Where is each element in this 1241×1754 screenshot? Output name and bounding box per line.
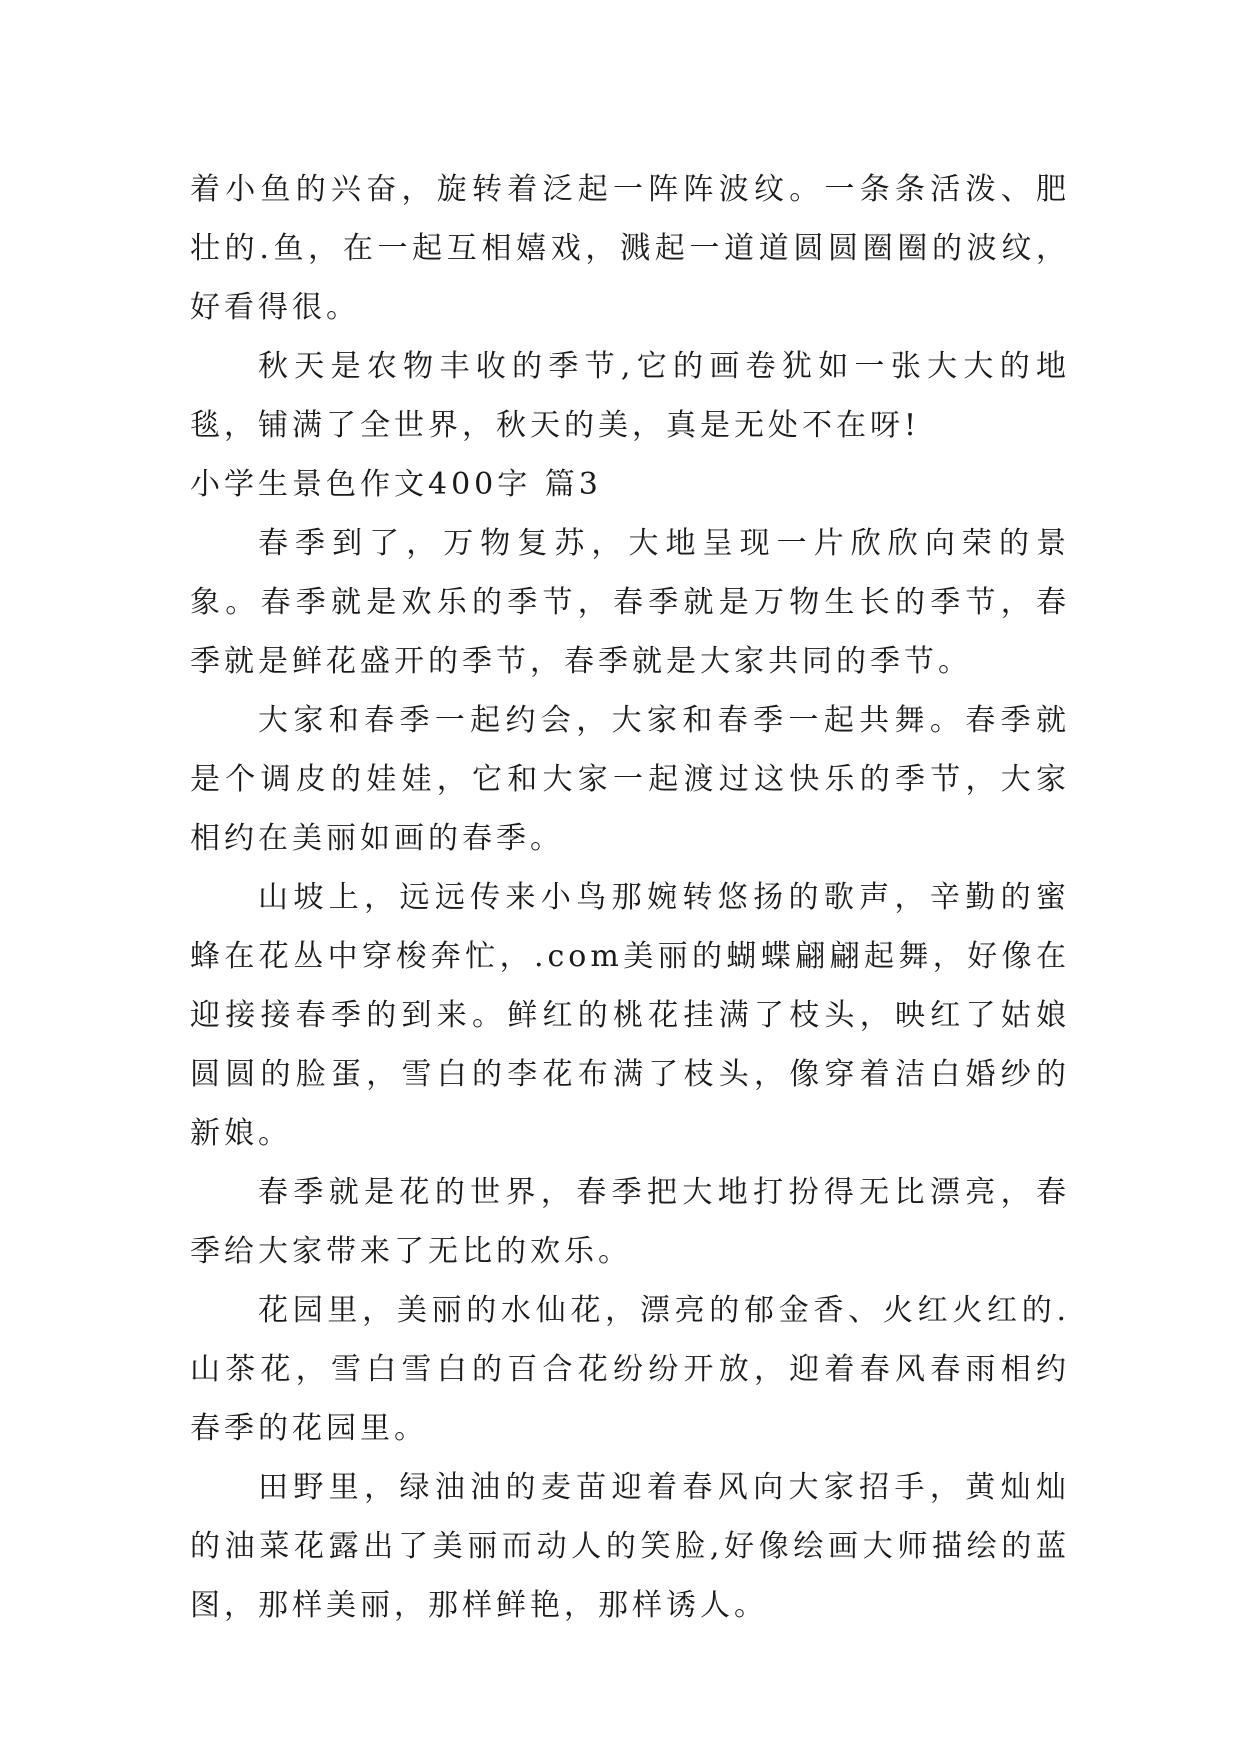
document-body <box>190 160 1070 1635</box>
paragraph-6: 田野里，绿油油的麦苗迎着春风向大家招手，黄灿灿的油菜花露出了美丽而动人的笑脸,好像绘画大师描绘的蓝图，那样美丽，那样鲜艳，那样诱人。 <box>190 1470 1070 1623</box>
paragraph-5: 花园里，美丽的水仙花，漂亮的郁金香、火红火红的.山茶花，雪白雪白的百合花纷纷开放，迎着春风春雨相约春季的花园里。 <box>190 1293 1070 1446</box>
section-heading: 小学生景色作文400字 篇3 <box>190 467 602 502</box>
closing-paragraph: 秋天是农物丰收的季节,它的画卷犹如一张大大的地毯，铺满了全世界，秋天的美，真是无处不在呀! <box>190 349 1070 443</box>
continued-paragraph: 着小鱼的兴奋，旋转着泛起一阵阵波纹。一条条活泼、肥壮的.鱼，在一起互相嬉戏，溅起一道道圆圆圈圈的波纹，好看得很。 <box>190 172 1070 325</box>
paragraph-1: 春季到了，万物复苏，大地呈现一片欣欣向荣的景象。春季就是欢乐的季节，春季就是万物生长的季节，春季就是鲜花盛开的季节，春季就是大家共同的季节。 <box>190 526 1070 679</box>
paragraph-2: 大家和春季一起约会，大家和春季一起共舞。春季就是个调皮的娃娃，它和大家一起渡过这快乐的季节，大家相约在美丽如画的春季。 <box>190 703 1070 856</box>
paragraph-3: 山坡上，远远传来小鸟那婉转悠扬的歌声，辛勤的蜜蜂在花丛中穿梭奔忙，.com美丽的蝴蝶翩翩起舞，好像在迎接接春季的到来。鲜红的桃花挂满了枝头，映红了姑娘圆圆的脸蛋，雪白的李花布满了枝头，像穿着洁白婚纱的新娘。 <box>190 880 1070 1151</box>
paragraph-4: 春季就是花的世界，春季把大地打扮得无比漂亮，春季给大家带来了无比的欢乐。 <box>190 1175 1070 1269</box>
